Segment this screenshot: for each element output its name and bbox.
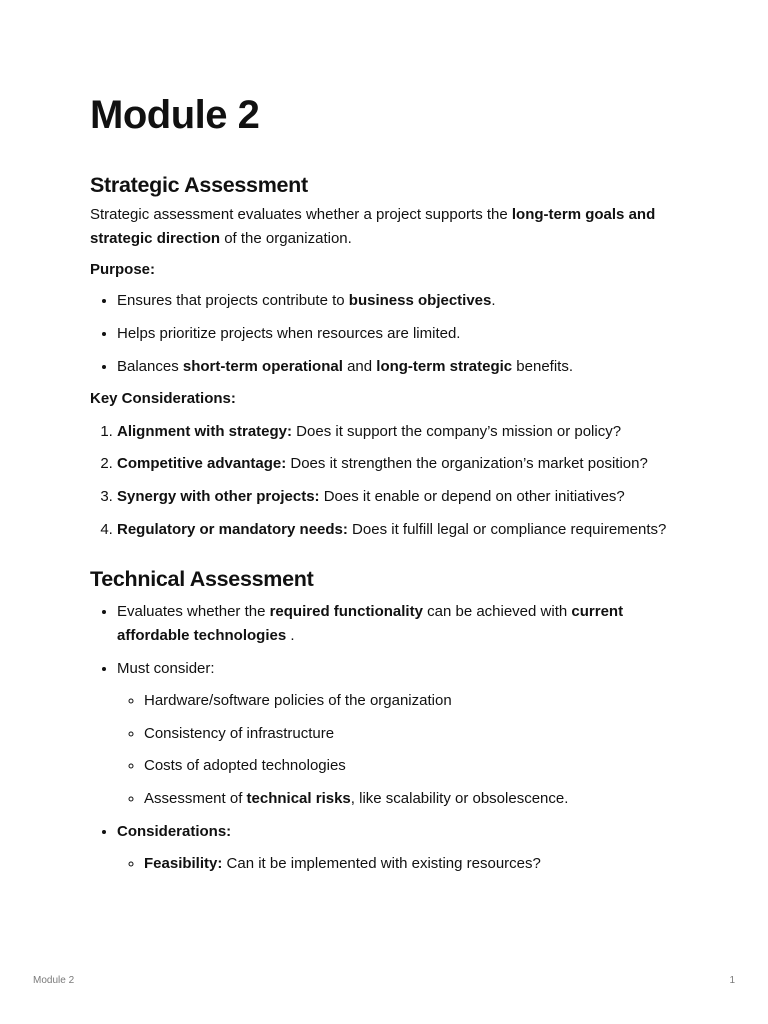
purpose-list <box>90 289 680 379</box>
must-consider-item: ◦ Consistency of infrastructure <box>144 722 680 746</box>
footer-doc-title: Module 2 <box>33 975 75 986</box>
consideration-list-item: 4. Regulatory or mandatory needs: Does it fulfill legal or compliance requirements? <box>117 518 680 542</box>
strategic-assessment-heading: Strategic Assessment <box>90 173 308 197</box>
technical-list <box>90 600 680 876</box>
key-considerations-list <box>90 420 680 542</box>
technical-list-item <box>117 657 680 811</box>
bold-text: short-term operational <box>182 358 343 375</box>
must-consider-item: ◦ Costs of adopted technologies <box>144 754 680 778</box>
consideration-list-item: 3. Synergy with other projects: Does it enable or depend on other initiatives? <box>117 485 680 509</box>
consideration-list-item: 1. Alignment with strategy: Does it support the company’s mission or policy? <box>117 420 680 444</box>
page-title: Module 2 <box>90 93 260 137</box>
footer-page-number: 1 <box>729 975 735 986</box>
key-considerations-label: Key Considerations: <box>90 390 236 407</box>
bold-text: Synergy with other projects: <box>117 488 320 505</box>
document-page <box>90 88 680 876</box>
technical-assessment-heading: Technical Assessment <box>90 567 314 591</box>
must-consider-list <box>117 689 680 811</box>
bold-text: business objectives <box>348 292 492 309</box>
technical-consideration-item: ◦ Feasibility: Can it be implemented with existing resources? <box>144 852 680 876</box>
strategic-intro-paragraph: Strategic assessment evaluates whether a project supports the long-term goals and strategic direction of the organization. <box>90 206 656 247</box>
purpose-list-item: • Balances short-term operational and long-term strategic benefits. <box>117 355 680 379</box>
technical-assessment-section <box>90 565 680 876</box>
must-consider-item: ◦ Hardware/software policies of the organization <box>144 689 680 713</box>
must-consider-item: ◦ Assessment of technical risks, like scalability or obsolescence. <box>144 787 680 811</box>
bold-text: required functionality <box>269 603 423 620</box>
purpose-list-item: • Ensures that projects contribute to business objectives. <box>117 289 680 313</box>
bold-text: long-term goals and strategic direction <box>90 206 656 247</box>
bold-text: long-term strategic <box>376 358 513 375</box>
consideration-list-item: 2. Competitive advantage: Does it strengthen the organization’s market position? <box>117 452 680 476</box>
technical-considerations-list <box>117 852 680 876</box>
technical-list-item <box>117 820 680 876</box>
purpose-label: Purpose: <box>90 261 156 278</box>
bold-text: technical risks <box>246 790 351 807</box>
bold-text: current affordable technologies <box>117 603 624 644</box>
strategic-assessment-section <box>90 171 680 542</box>
must-consider-label: Must consider: <box>117 660 215 677</box>
bold-text: Alignment with strategy: <box>117 423 293 440</box>
technical-list-item: • Evaluates whether the required functionality can be achieved with current affordable technologies . <box>117 600 680 648</box>
bold-text: Regulatory or mandatory needs: <box>117 521 348 538</box>
purpose-list-item: • Helps prioritize projects when resources are limited. <box>117 322 680 346</box>
bold-text: Feasibility: <box>144 855 223 872</box>
bold-text: Competitive advantage: <box>117 455 287 472</box>
considerations-label: Considerations: <box>117 823 232 840</box>
